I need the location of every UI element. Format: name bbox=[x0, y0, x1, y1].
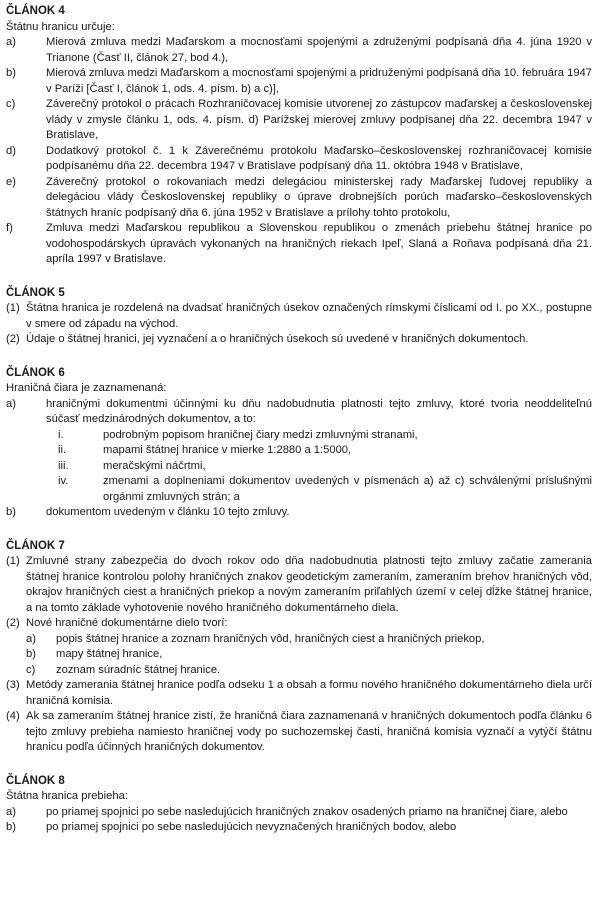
list-marker: a) bbox=[6, 36, 16, 48]
list-marker: d) bbox=[6, 144, 16, 157]
paragraph bbox=[6, 554, 592, 616]
list-text: Zmluva medzi Maďarskou republikou a Slovenskou republikou o zmenách priebehu štátnej hranice po vodohospodárskych úpravách vykonaných na hraničných riekach Ipeľ, Slaná a Roňava podpísaná dňa 21. apríla 1997 v Bratislave. bbox=[46, 222, 592, 265]
list-item bbox=[26, 647, 592, 663]
paragraph-marker: (2) bbox=[6, 617, 20, 629]
roman-text: zmenami a doplneniami dokumentov uvedených v písmenách a) až c) schválenými príslušnými orgánmi zmluvných strán; a bbox=[103, 475, 592, 503]
list-item bbox=[6, 97, 592, 144]
list-text: hraničnými dokumentmi účinnými ku dňu nadobudnutia platnosti tejto zmluvy, ktoré tvoria neoddeliteľnú súčasť medzinárodných dokumentov, a to: bbox=[46, 397, 592, 425]
list-text: mapy štátnej hranice, bbox=[56, 648, 163, 660]
article-heading: ČLÁNOK 5 bbox=[6, 286, 65, 299]
list-item bbox=[6, 505, 592, 521]
list-item bbox=[6, 66, 592, 97]
roman-marker: iv. bbox=[58, 475, 69, 487]
list-item bbox=[26, 663, 592, 679]
article-heading: ČLÁNOK 6 bbox=[6, 366, 65, 379]
article-intro: Štátnu hranicu určuje: bbox=[6, 20, 115, 33]
list-item bbox=[6, 144, 592, 175]
list-item bbox=[6, 175, 592, 222]
list-text: Záverečný protokol o rokovaniach medzi delegáciou ministerskej rady Maďarskej ľudovej republiky a delegáciou vlády Československej republiky o úprave drobnejších porúch maďarsko–československých štátnych hraníc podpísaný dňa 6. júna 1952 v Bratislave a prílohy tohto protokolu, bbox=[46, 175, 592, 219]
paragraph bbox=[6, 709, 592, 756]
roman-text: podrobným popisom hraničnej čiary medzi zmluvnými stranami, bbox=[103, 428, 418, 441]
list-text: popis štátnej hranice a zoznam hraničných vôd, hraničných ciest a hraničných priekop, bbox=[56, 632, 485, 645]
paragraph-marker: (1) bbox=[6, 302, 20, 314]
article-intro: Hraničná čiara je zaznamenaná: bbox=[6, 382, 167, 394]
roman-item bbox=[58, 459, 592, 475]
list-item bbox=[26, 632, 592, 648]
list-marker: c) bbox=[6, 98, 16, 110]
list-item bbox=[6, 397, 592, 428]
roman-item bbox=[58, 474, 592, 505]
roman-item bbox=[58, 443, 592, 459]
list-marker: a) bbox=[6, 397, 16, 410]
paragraph bbox=[6, 616, 592, 632]
list-text: Mierová zmluva medzi Maďarskom a mocnosťami spojenými a pridruženými podpísaná dňa 10. februára 1947 v Paríži [Časť I, článok 1, ods. 4. písm. b) a c)], bbox=[46, 67, 592, 95]
article-heading: ČLÁNOK 4 bbox=[6, 5, 65, 17]
article-6 bbox=[6, 366, 592, 521]
paragraph-marker: (1) bbox=[6, 555, 20, 567]
list-item bbox=[6, 221, 592, 268]
paragraph-text: Údaje o štátnej hranici, jej vyznačení a o hraničných úsekoch sú uvedené v hraničných dokumentoch. bbox=[26, 333, 529, 345]
roman-marker: i. bbox=[58, 428, 64, 441]
article-intro: Štátna hranica prebieha: bbox=[6, 790, 128, 802]
list-marker: a) bbox=[26, 632, 36, 645]
list-item bbox=[6, 820, 592, 836]
paragraph bbox=[6, 301, 592, 332]
roman-item bbox=[58, 428, 592, 444]
list-text: Dodatkový protokol č. 1 k Záverečnému protokolu Maďarsko–československej rozhraničovacej komisie podpísanému dňa 22. decembra 1947 v Bratislave podpísaný dňa 11. októbra 1948 v Bratislave, bbox=[46, 144, 592, 172]
list-text: Záverečný protokol o prácach Rozhraničovacej komisie utvorenej zo zástupcov maďarskej a československej vlády v zmysle článku 1, ods. 4. písm. d) Parížskej mierovej zmluvy podpísanej dňa 22. decembra 1947 v Bratislave, bbox=[46, 98, 592, 141]
article-8 bbox=[6, 774, 592, 836]
paragraph-marker: (2) bbox=[6, 333, 20, 345]
list-marker: b) bbox=[6, 821, 16, 833]
list-text: dokumentom uvedeným v článku 10 tejto zmluvy. bbox=[46, 506, 290, 518]
paragraph bbox=[6, 332, 592, 348]
paragraph-text: Zmluvné strany zabezpečia do dvoch rokov odo dňa nadobudnutia platnosti tejto zmluvy začatie zamerania štátnej hranice kontrolou polohy hraničných znakov geodetickým zameraním, zameraním brehov hraničných vôd, okrajov hraničných ciest a hraničných priekop a novým zameraním priľahlých území v celej dĺžke štátnej hranice, a na tomto základe vyhotovenie nového hraničného dokumentárneho diela. bbox=[26, 555, 592, 614]
paragraph-marker: (3) bbox=[6, 679, 20, 691]
list-marker: c) bbox=[26, 663, 36, 676]
paragraph bbox=[6, 678, 592, 709]
article-heading: ČLÁNOK 8 bbox=[6, 774, 65, 787]
list-text: zoznam súradníc štátnej hranice. bbox=[56, 663, 221, 676]
list-marker: b) bbox=[26, 648, 36, 660]
article-4 bbox=[6, 4, 592, 268]
article-heading: ČLÁNOK 7 bbox=[6, 539, 65, 552]
article-7 bbox=[6, 539, 592, 756]
paragraph-text: Metódy zamerania štátnej hranice podľa odseku 1 a obsah a formu nového hraničného dokumentárneho diela určí hraničná komisia. bbox=[26, 679, 592, 707]
roman-text: meračskými náčrtmi, bbox=[103, 459, 206, 472]
list-marker: a) bbox=[6, 805, 16, 818]
paragraph-text: Ak sa zameraním štátnej hranice zistí, že hraničná čiara zaznamenaná v hraničných dokumentoch podľa článku 6 tejto zmluvy prebieha namiesto hraničnej vody po suchozemskej časti, hraničná komisia vyznačí a vytýčí štátnu hranicu podľa účinných hraničných dokumentov. bbox=[26, 710, 592, 753]
list-text: po priamej spojnici po sebe nasledujúcich hraničných znakov osadených priamo na hraničnej čiare, alebo bbox=[46, 805, 568, 818]
paragraph-marker: (4) bbox=[6, 710, 20, 722]
list-marker: f) bbox=[6, 222, 13, 234]
roman-marker: ii. bbox=[58, 444, 67, 456]
list-text: Mierová zmluva medzi Maďarskom a mocnosťami spojenými a združenými podpísaná dňa 4. júna 1920 v Trianone (Časť II, článok 27, bod 4.), bbox=[46, 36, 592, 64]
article-5 bbox=[6, 286, 592, 348]
list-marker: b) bbox=[6, 67, 16, 79]
list-marker: e) bbox=[6, 175, 16, 188]
list-item bbox=[6, 35, 592, 66]
roman-text: mapami štátnej hranice v mierke 1:2880 a 1:5000, bbox=[103, 444, 352, 456]
paragraph-text: Nové hraničné dokumentárne dielo tvorí: bbox=[26, 617, 228, 629]
paragraph-text: Štátna hranica je rozdelená na dvadsať hraničných úsekov označených rímskymi číslicami od I. po XX., postupne v smere od západu na východ. bbox=[26, 302, 592, 330]
list-marker: b) bbox=[6, 506, 16, 518]
roman-marker: iii. bbox=[58, 459, 69, 472]
list-item bbox=[6, 805, 592, 821]
list-text: po priamej spojnici po sebe nasledujúcich nevyznačených hraničných bodov, alebo bbox=[46, 821, 457, 833]
